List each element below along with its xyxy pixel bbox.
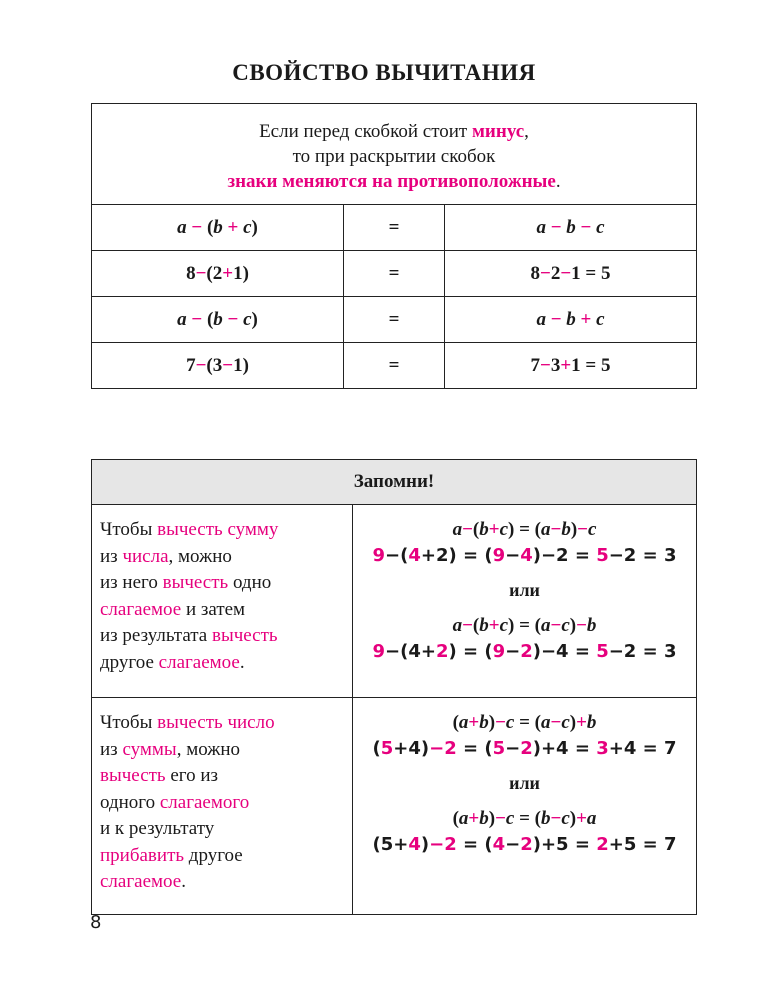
- highlight-text: −: [550, 808, 562, 829]
- highlight-text: вычесть: [211, 625, 278, 646]
- highlight-text: 2: [444, 738, 457, 759]
- plain-text: )−4 =: [532, 641, 597, 662]
- highlight-text: +: [576, 808, 587, 829]
- variable: b: [213, 308, 223, 330]
- plain-text: (: [372, 738, 381, 759]
- plain-text: его из: [165, 765, 219, 786]
- highlight-text: +: [222, 262, 234, 284]
- or-label: или: [509, 580, 540, 600]
- rule-line-3-period: .: [555, 170, 561, 192]
- plain-text: = (: [514, 712, 541, 733]
- variable: a: [452, 519, 463, 540]
- plain-text: .: [239, 651, 245, 673]
- rule-line-3: [92, 169, 696, 194]
- highlight-text: −: [495, 808, 506, 829]
- highlight-text: −: [550, 615, 562, 636]
- highlight-text: −: [545, 308, 567, 330]
- remember-header-row: [92, 460, 697, 505]
- property-row: [92, 251, 697, 297]
- formula-letters: [353, 710, 696, 736]
- equals-sign: =: [344, 205, 445, 251]
- highlight-text: −: [186, 216, 207, 238]
- highlight-text: 9: [372, 545, 386, 566]
- highlight-text: −: [429, 738, 445, 759]
- text-line: [100, 710, 352, 737]
- rule-highlight-signs: знаки меняются на противоположные: [227, 170, 556, 192]
- plain-text: одного: [100, 791, 160, 813]
- subtract-number-formulas: [353, 698, 697, 915]
- variable: b: [479, 808, 489, 829]
- variable: a: [177, 216, 187, 238]
- highlight-text: −: [222, 354, 234, 376]
- variable: a: [540, 615, 551, 636]
- variable: c: [561, 808, 570, 829]
- plain-text: = (: [456, 738, 493, 759]
- variable: c: [499, 615, 508, 636]
- text-line: [100, 623, 352, 650]
- highlight-text: +: [488, 615, 500, 636]
- plain-text: (: [452, 808, 459, 829]
- plain-text: (: [472, 615, 480, 636]
- highlight-text: +: [488, 519, 500, 540]
- property-row: [92, 343, 697, 389]
- plain-text: −: [505, 834, 521, 855]
- variable: a: [458, 808, 469, 829]
- variable: b: [479, 519, 489, 540]
- plain-text: Чтобы: [100, 519, 158, 540]
- subtract-sum-formulas: [353, 505, 697, 698]
- equals-sign: =: [344, 251, 445, 297]
- plain-text: (2: [206, 262, 223, 284]
- plain-text: 7: [530, 354, 540, 376]
- text-line: [100, 869, 352, 896]
- subtract-number-row: [92, 698, 697, 915]
- highlight-text: −: [576, 615, 587, 636]
- rule-highlight-minus: минус: [471, 120, 525, 142]
- plain-text: из: [100, 738, 123, 760]
- highlight-text: 2: [596, 834, 609, 855]
- plain-text: .: [181, 871, 186, 892]
- equals-sign: =: [344, 297, 445, 343]
- highlight-text: 5: [492, 738, 506, 759]
- rule-line-1: [92, 119, 696, 144]
- plain-text: −: [505, 738, 521, 759]
- variable: c: [587, 519, 597, 540]
- rule-line-1-comma: ,: [524, 120, 529, 142]
- plain-text: 1): [233, 262, 249, 284]
- formula-letters: [353, 806, 696, 832]
- highlight-text: вычесть число: [157, 712, 275, 733]
- equals-sign: =: [344, 343, 445, 389]
- plain-text: +4 = 7: [608, 738, 677, 759]
- highlight-text: −: [186, 308, 207, 330]
- plain-text: −: [505, 545, 521, 566]
- highlight-text: числа: [122, 545, 169, 567]
- highlight-text: 5: [596, 545, 609, 566]
- plain-text: −(: [385, 545, 409, 566]
- highlight-text: −: [195, 262, 207, 284]
- variable: b: [479, 615, 489, 636]
- highlight-text: 9: [492, 545, 506, 566]
- highlight-text: 2: [520, 641, 533, 662]
- plain-text: 1 = 5: [571, 262, 611, 284]
- expression-right: [445, 343, 697, 389]
- formula-numbers: [353, 639, 696, 665]
- plain-text: +4): [393, 738, 430, 759]
- variable: c: [243, 308, 252, 330]
- highlight-text: 3: [596, 738, 609, 759]
- plain-text: = (: [514, 808, 541, 829]
- highlight-text: 5: [380, 738, 394, 759]
- highlight-text: −: [222, 308, 244, 330]
- expression-left: [92, 251, 344, 297]
- plain-text: (3: [206, 354, 223, 376]
- text-line: [100, 517, 352, 544]
- plain-text: −2 = 3: [608, 641, 677, 662]
- highlight-text: прибавить: [100, 844, 185, 866]
- formula-letters: [353, 517, 696, 543]
- subtract-sum-text: [92, 505, 353, 698]
- variable: b: [479, 712, 489, 733]
- highlight-text: 2: [444, 834, 457, 855]
- highlight-text: −: [577, 519, 588, 540]
- variable: c: [561, 712, 570, 733]
- highlight-text: 4: [520, 545, 533, 566]
- variable: c: [505, 808, 515, 829]
- plain-text: ): [569, 808, 577, 829]
- formula-numbers: [353, 543, 696, 569]
- plain-text: 1 = 5: [571, 354, 611, 376]
- variable: c: [505, 712, 515, 733]
- highlight-text: −: [540, 262, 551, 284]
- highlight-text: −: [545, 216, 567, 238]
- plain-text: и затем: [181, 598, 246, 620]
- highlight-text: 2: [520, 738, 533, 759]
- plain-text: 7: [186, 354, 196, 376]
- highlight-text: 2: [435, 641, 449, 662]
- plain-text: ) = (: [508, 615, 541, 636]
- highlight-text: +: [468, 808, 480, 829]
- plain-text: ) = (: [448, 641, 493, 662]
- plain-text: , можно: [168, 545, 232, 567]
- highlight-text: −: [575, 216, 597, 238]
- variable: a: [177, 308, 187, 330]
- variable: a: [536, 216, 546, 238]
- plain-text: )+5 =: [532, 834, 597, 855]
- plain-text: и к результату: [100, 818, 215, 839]
- highlight-text: слагаемого: [159, 791, 250, 813]
- or-label: или: [509, 773, 540, 793]
- plain-text: ): [420, 834, 430, 855]
- variable: b: [213, 216, 223, 238]
- expression-right: [445, 251, 697, 297]
- plain-text: )+4 =: [532, 738, 597, 759]
- variable: b: [566, 216, 576, 238]
- highlight-text: −: [462, 519, 473, 540]
- text-line: [100, 843, 352, 870]
- variable: a: [540, 519, 551, 540]
- remember-table: [91, 459, 697, 915]
- plain-text: Чтобы: [100, 712, 158, 733]
- rule-statement: [92, 104, 697, 205]
- highlight-text: +: [468, 712, 480, 733]
- highlight-text: 9: [372, 641, 386, 662]
- highlight-text: −: [540, 354, 551, 376]
- formula-letters: [353, 613, 696, 639]
- highlight-text: +: [560, 354, 572, 376]
- property-row: [92, 205, 697, 251]
- highlight-text: −: [195, 354, 207, 376]
- formula-numbers: [353, 832, 696, 858]
- plain-text: ): [251, 308, 258, 330]
- plain-text: другое: [100, 651, 159, 673]
- plain-text: 1): [233, 354, 249, 376]
- highlight-text: вычесть сумму: [157, 519, 279, 540]
- highlight-text: −: [429, 834, 445, 855]
- plain-text: ) = (: [508, 519, 541, 540]
- highlight-text: вычесть: [100, 765, 166, 786]
- rule-line-2: то при раскрытии скобок: [292, 145, 496, 167]
- plain-text: −(4+: [385, 641, 436, 662]
- variable: a: [536, 308, 546, 330]
- plain-text: )−2 =: [532, 545, 597, 566]
- expression-left: [92, 297, 344, 343]
- highlight-text: 5: [596, 641, 609, 662]
- plain-text: +5 = 7: [608, 834, 677, 855]
- plain-text: из результата: [100, 625, 212, 646]
- highlight-text: −: [462, 615, 473, 636]
- variable: b: [566, 308, 576, 330]
- highlight-text: +: [576, 712, 587, 733]
- plain-text: одно: [228, 572, 272, 593]
- highlight-text: суммы: [122, 738, 177, 760]
- plain-text: (: [206, 216, 214, 238]
- rule-row: [92, 104, 697, 205]
- text-line: [100, 763, 352, 790]
- plain-text: (5+: [372, 834, 409, 855]
- text-line: [100, 790, 352, 817]
- variable: b: [586, 712, 597, 733]
- variable: a: [452, 615, 463, 636]
- plain-text: ): [570, 519, 578, 540]
- expression-right: [445, 297, 697, 343]
- property-row: [92, 297, 697, 343]
- page-title: СВОЙСТВО ВЫЧИТАНИЯ: [232, 60, 536, 85]
- plain-text: , можно: [176, 738, 241, 760]
- text-line: [100, 544, 352, 571]
- variable: a: [586, 808, 597, 829]
- plain-text: (: [472, 519, 480, 540]
- text-line: [100, 570, 352, 597]
- variable: b: [540, 808, 551, 829]
- plain-text: ): [251, 216, 258, 238]
- property-table: [91, 103, 697, 389]
- subtract-sum-row: [92, 505, 697, 698]
- plain-text: +2) = (: [420, 545, 493, 566]
- plain-text: ): [488, 712, 496, 733]
- plain-text: ): [488, 808, 496, 829]
- plain-text: ): [569, 615, 577, 636]
- highlight-text: слагаемое: [100, 598, 182, 620]
- page-number: 8: [90, 912, 102, 933]
- highlight-text: −: [550, 519, 562, 540]
- text-line: [100, 737, 352, 764]
- highlight-text: 4: [492, 834, 506, 855]
- plain-text: (: [452, 712, 459, 733]
- highlight-text: 9: [492, 641, 506, 662]
- text-line: [100, 650, 352, 677]
- highlight-text: −: [550, 712, 562, 733]
- plain-text: 8: [186, 262, 196, 284]
- highlight-text: 4: [408, 834, 421, 855]
- highlight-text: −: [560, 262, 572, 284]
- highlight-text: слагаемое: [100, 871, 182, 892]
- variable: b: [561, 519, 571, 540]
- subtract-number-text: [92, 698, 353, 915]
- expression-left: [92, 205, 344, 251]
- variable: c: [596, 216, 605, 238]
- variable: c: [243, 216, 252, 238]
- highlight-text: слагаемое: [158, 651, 240, 673]
- plain-text: −: [505, 641, 521, 662]
- formula-numbers: [353, 736, 696, 762]
- plain-text: из: [100, 545, 123, 567]
- highlight-text: 4: [408, 545, 421, 566]
- variable: b: [586, 615, 597, 636]
- expression-right: [445, 205, 697, 251]
- plain-text: −2 = 3: [608, 545, 677, 566]
- text-line: [100, 816, 352, 843]
- plain-text: (: [206, 308, 214, 330]
- variable: a: [540, 712, 551, 733]
- text-line: [100, 597, 352, 624]
- variable: c: [499, 519, 508, 540]
- plain-text: ): [569, 712, 577, 733]
- plain-text: из него: [100, 572, 163, 593]
- rule-line-1-text: Если перед скобкой стоит: [259, 120, 472, 142]
- plain-text: 2: [550, 262, 561, 284]
- highlight-text: −: [495, 712, 506, 733]
- variable: a: [458, 712, 469, 733]
- plain-text: 8: [530, 262, 540, 284]
- plain-text: другое: [184, 844, 243, 866]
- variable: c: [596, 308, 605, 330]
- plain-text: = (: [456, 834, 493, 855]
- variable: c: [561, 615, 570, 636]
- highlight-text: вычесть: [162, 572, 229, 593]
- expression-left: [92, 343, 344, 389]
- highlight-text: +: [575, 308, 597, 330]
- highlight-text: +: [222, 216, 244, 238]
- highlight-text: 2: [520, 834, 533, 855]
- remember-header: Запомни!: [92, 460, 697, 505]
- plain-text: 3: [550, 354, 561, 376]
